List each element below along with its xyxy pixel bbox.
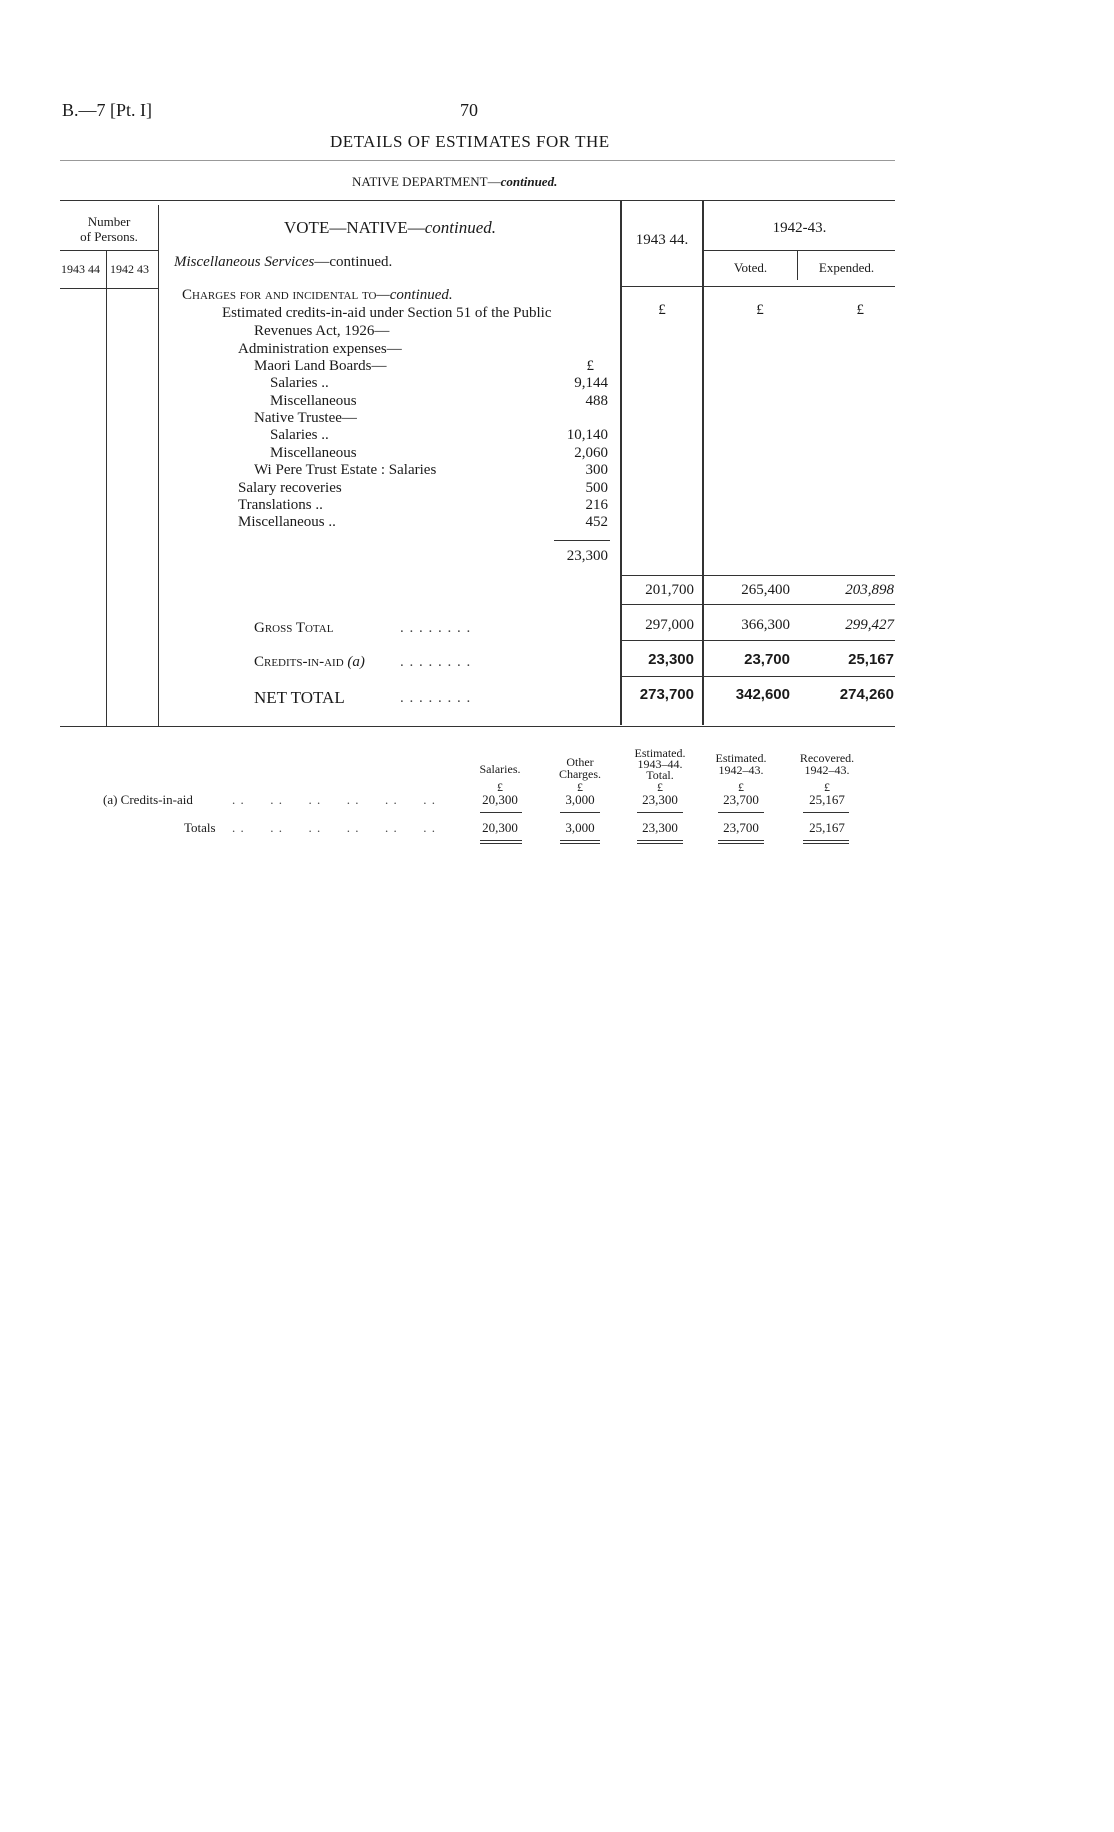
credits-label-group (254, 654, 365, 671)
gross-total-leaders: . . . . . . . . (400, 620, 472, 636)
col-header-1942: 1942-43. (772, 220, 827, 236)
fn-pound-salaries: £ (497, 780, 503, 794)
fn-dbl-salaries-b (480, 843, 522, 844)
persons-header-line2: of Persons. (80, 229, 138, 244)
persons-header-line1: Number (87, 214, 131, 229)
page-number: 70 (460, 100, 478, 120)
fn-row2-other: 3,000 (565, 820, 595, 835)
net-total-voted: 342,600 (735, 686, 790, 703)
fn-header-other-line2: Charges. (558, 767, 602, 781)
fn-dbl-est-a (637, 840, 683, 841)
gross-total-label: Gross Total (254, 620, 334, 636)
item-value: 9,144 (574, 375, 608, 391)
services-heading-main: Miscellaneous Services (174, 254, 315, 270)
item-label: Translations .. (238, 497, 323, 513)
credits-voted: 23,700 (744, 651, 790, 668)
item-value: 10,140 (566, 427, 608, 443)
totals-top-rule (620, 575, 895, 576)
item-label: Wi Pere Trust Estate : Salaries (254, 462, 437, 478)
gross-total-1943: 297,000 (645, 617, 694, 633)
charges-heading-main: Charges for and incidental to (182, 287, 377, 303)
fn-rule-recovered (803, 812, 849, 813)
credits-label: Credits-in-aid (254, 654, 344, 670)
item-value: 2,060 (574, 445, 608, 461)
department-name: NATIVE DEPARTMENT— (352, 174, 501, 189)
net-total-1943: 273,700 (639, 686, 694, 703)
persons-year-1943: 1943 44 (61, 262, 100, 276)
item-value: 216 (585, 497, 608, 513)
fn-rule-other (560, 812, 600, 813)
fn-pound-recovered: £ (824, 780, 830, 794)
fn-dbl-est42-b (718, 843, 764, 844)
persons-right-border (158, 205, 159, 726)
item-label: Salaries .. (270, 427, 329, 443)
fn-row1-label: (a) Credits-in-aid (103, 792, 193, 807)
maori-land-boards: Maori Land Boards— (254, 358, 387, 374)
pound-items: £ (586, 358, 594, 374)
fn-header-est42-line1: Estimated. (715, 751, 767, 765)
charges-heading-cont: —continued. (376, 287, 453, 303)
fn-row2-salaries: 20,300 (482, 820, 518, 835)
fn-header-other (548, 756, 612, 780)
department-subtitle (352, 174, 557, 190)
fn-row1-other: 3,000 (565, 792, 595, 807)
gross-total-expended: 299,427 (845, 617, 894, 633)
fn-header-est42 (705, 752, 777, 776)
vote-heading-main: VOTE—NATIVE— (284, 218, 425, 237)
credits-expended: 25,167 (848, 651, 894, 668)
col-header-expended: Expended. (818, 260, 875, 275)
fn-dbl-est-b (637, 843, 683, 844)
fn-rule-salaries (480, 812, 522, 813)
fn-row1-est: 23,300 (642, 792, 678, 807)
credits-leaders: . . . . . . . . (400, 654, 472, 670)
fn-header-recovered-line1: Recovered. (799, 751, 855, 765)
fn-row1-leaders: . . . . . . . . . . . . (232, 792, 436, 807)
fn-row2-leaders: . . . . . . . . . . . . (232, 820, 436, 835)
services-heading-cont: —continued. (314, 254, 393, 270)
services-heading (174, 254, 392, 271)
pound-expended: £ (856, 302, 864, 318)
years-header-rule (702, 250, 895, 251)
item-label: Miscellaneous .. (238, 514, 336, 530)
row1-1943: 201,700 (645, 582, 694, 598)
fn-row2-est42: 23,700 (723, 820, 759, 835)
net-total-expended: 274,260 (839, 686, 894, 703)
col-header-voted: Voted. (733, 260, 768, 275)
fn-pound-est42: £ (738, 780, 744, 794)
item-label: Miscellaneous (270, 445, 357, 461)
persons-header-rule (60, 250, 158, 251)
fn-header-other-line1: Other (566, 755, 594, 769)
col-voted-left-border (702, 200, 704, 725)
fn-dbl-other-a (560, 840, 600, 841)
charges-heading (182, 287, 453, 304)
row1-voted: 265,400 (741, 582, 790, 598)
row1-expended: 203,898 (845, 582, 894, 598)
fn-dbl-recovered-b (803, 843, 849, 844)
item-value: 300 (585, 462, 608, 478)
persons-year-1942: 1942 43 (110, 262, 149, 276)
department-continued: continued. (500, 174, 558, 189)
gross-bottom-rule (620, 640, 895, 641)
fn-header-recovered-line2: 1942–43. (804, 763, 850, 777)
col-1943-left-border (620, 200, 622, 725)
vote-heading (284, 218, 496, 238)
fn-dbl-recovered-a (803, 840, 849, 841)
document-reference: B.—7 [Pt. I] (62, 100, 152, 120)
item-value: 500 (585, 480, 608, 496)
table-bottom-rule (60, 726, 895, 727)
fn-row1-recovered: 25,167 (809, 792, 845, 807)
pound-voted: £ (756, 302, 764, 318)
subtotal-value: 23,300 (566, 548, 608, 564)
item-value: 488 (585, 393, 608, 409)
fn-header-est-line2: 1943–44. (637, 757, 683, 771)
fn-header-salaries: Salaries. (479, 762, 521, 776)
page-title: DETAILS OF ESTIMATES FOR THE (330, 132, 610, 151)
col-header-1943: 1943 44. (635, 232, 689, 248)
estimated-line1: Estimated credits-in-aid under Section 51 of the Public (222, 305, 552, 321)
title-rule (60, 160, 895, 161)
fn-row2-label: Totals (184, 820, 216, 835)
subtotal-rule (554, 540, 610, 541)
vote-heading-cont: continued. (424, 218, 496, 237)
fn-header-est-line3: Total. (646, 768, 674, 782)
fn-pound-other: £ (577, 780, 583, 794)
fn-dbl-other-b (560, 843, 600, 844)
persons-body-rule (60, 288, 158, 289)
credits-bottom-rule (620, 676, 895, 677)
credits-note: (a) (347, 654, 365, 670)
fn-header-est (625, 748, 695, 781)
fn-pound-est: £ (657, 780, 663, 794)
net-total-label: NET TOTAL (254, 688, 345, 707)
fn-row2-est: 23,300 (642, 820, 678, 835)
amount-header-rule (620, 286, 895, 287)
item-label: Miscellaneous (270, 393, 357, 409)
item-label: Native Trustee— (254, 410, 357, 426)
fn-dbl-est42-a (718, 840, 764, 841)
persons-header (60, 214, 158, 244)
fn-dbl-salaries-a (480, 840, 522, 841)
item-label: Salaries .. (270, 375, 329, 391)
fn-header-est42-line2: 1942–43. (718, 763, 764, 777)
persons-divider (106, 250, 107, 726)
fn-header-recovered (790, 752, 864, 776)
row1-bottom-rule (620, 604, 895, 605)
fn-row1-salaries: 20,300 (482, 792, 518, 807)
net-total-leaders: . . . . . . . . (400, 690, 472, 706)
fn-header-est-line1: Estimated. (634, 746, 686, 760)
pound-1943: £ (658, 302, 666, 318)
credits-1943: 23,300 (648, 651, 694, 668)
fn-rule-est (637, 812, 683, 813)
item-label: Salary recoveries (238, 480, 342, 496)
fn-rule-est42 (718, 812, 764, 813)
admin-expenses: Administration expenses— (238, 341, 402, 357)
fn-row2-recovered: 25,167 (809, 820, 845, 835)
estimated-line2: Revenues Act, 1926— (254, 323, 390, 339)
item-value: 452 (585, 514, 608, 530)
fn-row1-est42: 23,700 (723, 792, 759, 807)
gross-total-voted: 366,300 (741, 617, 790, 633)
table-top-rule (60, 200, 895, 201)
